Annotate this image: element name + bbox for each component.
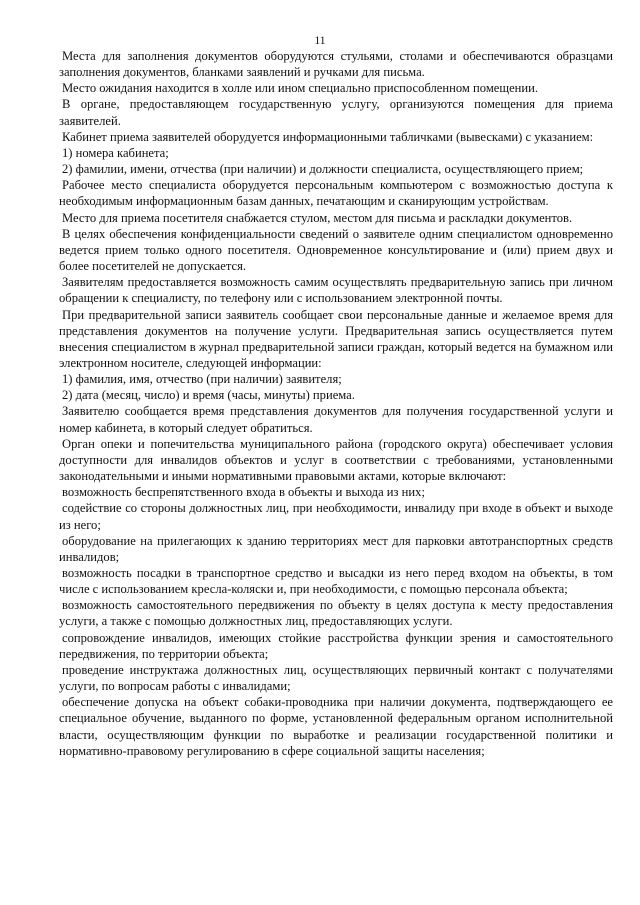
paragraph: оборудование на прилегающих к зданию территориях мест для парковки автотранспортных средств инвалидов;: [59, 533, 613, 564]
paragraph: Кабинет приема заявителей оборудуется информационными табличками (вывесками) с указанием:: [62, 129, 594, 144]
paragraph: Места для заполнения документов оборудуются стульями, столами и обеспечиваются образцами заполнения документов, бланками заявлений и ручками для письма.: [59, 49, 613, 80]
paragraph: проведение инструктажа должностных лиц, осуществляющих первичный контакт с получателями услуги, по вопросам работы с инвалидами;: [59, 662, 613, 694]
paragraph: Место ожидания находится в холле или ином специально приспособленном помещении.: [62, 81, 539, 96]
paragraph: 2) фамилии, имени, отчества (при наличии) и должности специалиста, осуществляющего прием;: [62, 162, 584, 177]
paragraph: возможность посадки в транспортное средство и высадки из него перед входом на объекты, в том числе с использованием кресла-коляски и, при необходимости, с помощью персонала объекта;: [59, 566, 613, 597]
paragraph: Заявителю сообщается время представления документов для получения государственной услуги и номер кабинета, в который следует обратиться.: [59, 404, 613, 435]
paragraph: Рабочее место специалиста оборудуется персональным компьютером с возможностью доступа к необходимым информационным базам данных, печатающим и сканирующим устройствам.: [59, 178, 613, 209]
document-body: [59, 48, 613, 759]
page-number: 11: [314, 35, 326, 47]
paragraph: Орган опеки и попечительства муниципального района (городского округа) обеспечивает условия доступности для инвалидов объектов и услуг в соответствии с требованиями, установленными законодательными и иными нормативными правовыми актами, которые включают:: [59, 436, 613, 484]
paragraph: В целях обеспечения конфиденциальности сведений о заявителе одним специалистом одновременно ведется прием только одного посетителя. Одновременное консультирование и (или) прием двух и более посетителей не допускается.: [59, 226, 613, 274]
paragraph: Место для приема посетителя снабжается стулом, местом для письма и раскладки документов.: [62, 210, 573, 225]
paragraph: 1) фамилия, имя, отчество (при наличии) заявителя;: [62, 372, 342, 387]
paragraph: возможность самостоятельного передвижения по объекту в целях доступа к месту предоставления услуги, а также с помощью должностных лиц, предоставляющих услуги.: [59, 598, 613, 629]
paragraph: содействие со стороны должностных лиц, при необходимости, инвалиду при входе в объект и выходе из него;: [59, 501, 613, 532]
paragraph: обеспечение допуска на объект собаки-проводника при наличии документа, подтверждающего ее специальное обучение, выданного по форме, установленной федеральным органом исполнительной власти, осуществляющим функции по выработке и реализации государственной политики и нормативно-правовому регулированию в сфере социальной защиты населения;: [59, 695, 613, 758]
paragraph: При предварительной записи заявитель сообщает свои персональные данные и желаемое время для представления документов на получение услуги. Предварительная запись осуществляется путем внесения специалистом в журнал предварительной записи граждан, который ведется на бумажном или электронном носителе, следующей информации:: [59, 307, 613, 370]
paragraph: сопровождение инвалидов, имеющих стойкие расстройства функции зрения и самостоятельного передвижения, по территории объекта;: [59, 630, 613, 661]
paragraph: Заявителям предоставляется возможность самим осуществлять предварительную запись при личном обращении к специалисту, по телефону или с использованием электронной почты.: [59, 275, 613, 306]
paragraph: возможность беспрепятственного входа в объекты и выхода из них;: [62, 485, 425, 500]
paragraph: 1) номера кабинета;: [62, 145, 169, 160]
paragraph: 2) дата (месяц, число) и время (часы, минуты) приема.: [62, 388, 355, 403]
paragraph: В органе, предоставляющем государственную услугу, организуются помещения для приема заявителей.: [59, 97, 613, 128]
